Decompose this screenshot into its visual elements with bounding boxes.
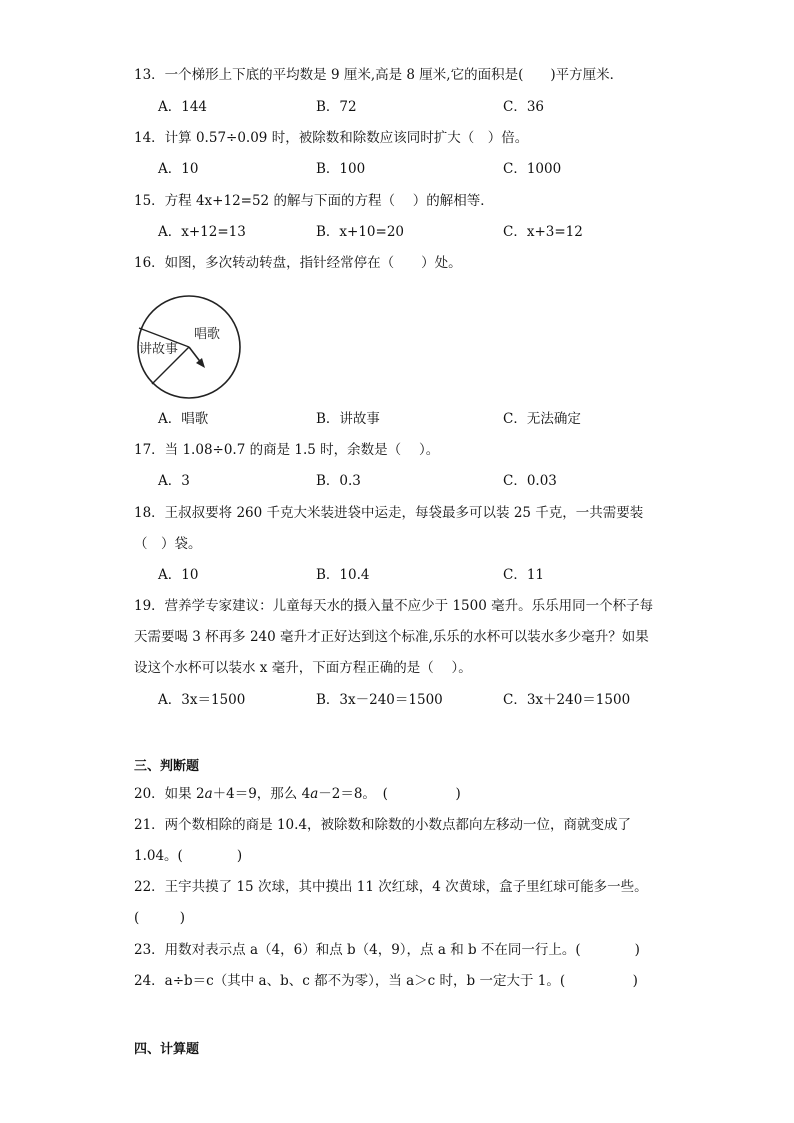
question-14-stem: 14．计算 0.57÷0.09 时，被除数和除数应该同时扩大（ ）倍。: [134, 130, 529, 146]
question-14-option-c: C．1000: [503, 161, 562, 177]
question-13-option-b: B．72: [316, 99, 357, 115]
question-15-option-b: B．x+10=20: [316, 224, 405, 240]
question-16-stem: 16．如图，多次转动转盘，指针经常停在（ ）处。: [134, 255, 462, 271]
question-23-stem: 23．用数对表示点 a（4，6）和点 b（4，9），点 a 和 b 不在同一行上。( ): [134, 942, 640, 958]
spinner-label-story: 讲故事: [139, 342, 179, 357]
section-heading-calculation: 四、计算题: [134, 1042, 200, 1057]
question-15-option-a: A．x+12=13: [158, 224, 246, 240]
question-15-stem: 15．方程 4x+12=52 的解与下面的方程（ ）的解相等．: [134, 193, 494, 209]
q20-var-a-1: a: [204, 786, 213, 802]
question-18-option-b: B．10.4: [316, 567, 370, 583]
question-19-stem-line2: 天需要喝 3 杯再多 240 毫升才正好达到这个标准,乐乐的水杯可以装水多少毫升？如果: [134, 629, 649, 645]
question-19-option-b: B．3x－240＝1500: [316, 692, 443, 708]
question-17-stem: 17．当 1.08÷0.7 的商是 1.5 时，余数是（ ）。: [134, 442, 440, 458]
question-21-stem-line2: 1.04。( ): [134, 848, 243, 864]
question-19-stem-line1: 19．营养学专家建议：儿童每天水的摄入量不应少于 1500 毫升。乐乐用同一个杯子每: [134, 598, 654, 614]
question-13-option-a: A．144: [158, 99, 208, 115]
question-24-stem: 24．a÷b＝c（其中 a、b、c 都不为零），当 a＞c 时，b 一定大于 1。( ): [134, 973, 638, 989]
question-13-option-c: C．36: [503, 99, 545, 115]
q20-text-2: ＋4＝9，那么 4: [212, 786, 311, 802]
section-heading-judgement: 三、判断题: [134, 759, 200, 774]
question-17-option-c: C．0.03: [503, 473, 557, 489]
pointer-arrowhead-icon: [196, 358, 205, 368]
question-14-option-b: B．100: [316, 161, 366, 177]
question-19-option-a: A．3x＝1500: [158, 692, 246, 708]
question-22-stem-line1: 22．王宇共摸了 15 次球，其中摸出 11 次红球，4 次黄球，盒子里红球可能多一些。: [134, 879, 648, 895]
question-19-option-c: C．3x＋240＝1500: [503, 692, 631, 708]
question-17-option-b: B．0.3: [316, 473, 361, 489]
question-18-stem-line2: （ ）袋。: [134, 536, 202, 552]
spinner-label-sing: 唱歌: [194, 327, 221, 342]
question-16-option-c: C．无法确定: [503, 411, 581, 427]
question-18-option-c: C．11: [503, 567, 545, 583]
question-13-stem: 13．一个梯形上下底的平均数是 9 厘米,高是 8 厘米,它的面积是( )平方厘米．: [134, 67, 624, 83]
question-18-stem-line1: 18．王叔叔要将 260 千克大米装进袋中运走，每袋最多可以装 25 千克，一共需要装: [134, 505, 644, 521]
question-16-option-b: B．讲故事: [316, 411, 380, 427]
q20-text-3: －2＝8。 ( ): [318, 786, 461, 802]
question-19-stem-line3: 设这个水杯可以装水 x 毫升，下面方程正确的是（ ）。: [134, 660, 472, 676]
question-15-option-c: C．x+3=12: [503, 224, 583, 240]
question-17-option-a: A．3: [158, 473, 190, 489]
spinner-figure: [134, 292, 244, 402]
question-20-stem: [134, 784, 461, 804]
question-21-stem-line1: 21．两个数相除的商是 10.4，被除数和除数的小数点都向左移动一位，商就变成了: [134, 817, 632, 833]
question-14-option-a: A．10: [158, 161, 199, 177]
question-22-stem-line2: ( ): [134, 910, 186, 926]
question-16-option-a: A．唱歌: [158, 411, 209, 427]
q20-text-1: 20．如果 2: [134, 786, 205, 802]
question-18-option-a: A．10: [158, 567, 199, 583]
q20-var-a-2: a: [310, 786, 319, 802]
